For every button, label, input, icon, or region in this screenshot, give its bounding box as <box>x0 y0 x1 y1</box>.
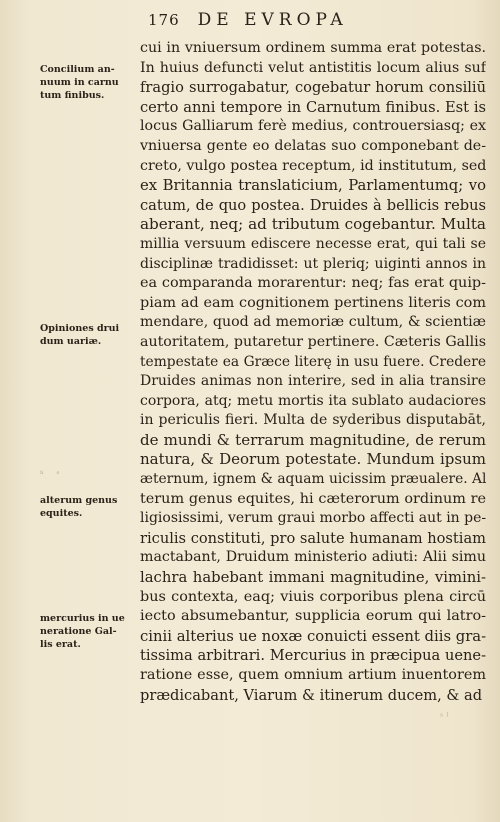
text-line: cinii alterius ue noxæ conuicti essent diis gra- <box>140 627 486 645</box>
running-header <box>148 10 488 30</box>
text-line: corpora, atq; metu mortis ita sublato audaciores <box>140 392 486 409</box>
margin-note-opiniones <box>40 322 142 348</box>
text-line: aberant, neq; ad tributum cogebantur. Multa <box>140 215 486 234</box>
text-line: prædicabant, Viarum & itinerum ducem, & ad <box>140 686 483 704</box>
text-line: autoritatem, putaretur pertinere. Cæteris Gallis <box>140 333 486 350</box>
text-line: fragio surrogabatur, cogebatur horum consiliū <box>140 79 486 97</box>
text-line: riculis constituti, pro salute humanam hostiam <box>140 529 486 547</box>
text-line: in periculis fieri. Multa de syderibus disputabāt, <box>140 412 486 429</box>
text-line: Druides animas non interire, sed in alia transire <box>140 373 486 390</box>
margin-note-line: lis erat. <box>40 639 81 650</box>
margin-note-concilium <box>40 63 142 102</box>
text-line: natura, & Deorum potestate. Mundum ipsum <box>140 450 486 469</box>
body-text <box>140 39 486 705</box>
page-number: 176 <box>148 11 180 29</box>
text-line: millia versuum ediscere necesse erat, qui tali se <box>140 235 486 252</box>
text-line: de mundi & terrarum magnitudine, de rerum <box>140 430 486 449</box>
margin-note-line: equites. <box>40 508 83 519</box>
margin-note-equites <box>40 494 142 520</box>
text-line: terum genus equites, hi cæterorum ordinum re <box>140 490 486 507</box>
text-line: certo anni tempore in Carnutum finibus. Est is <box>140 98 486 116</box>
text-line: tempestate ea Græce literę in usu fuere. Credere <box>140 353 486 370</box>
margin-note-line: neratione Gal- <box>40 626 117 637</box>
margin-note-line: Opiniones drui <box>40 323 120 334</box>
text-line: tissima arbitrari. Mercurius in præcipua uene- <box>140 647 486 665</box>
margin-note-line: tum finibus. <box>40 90 105 101</box>
show-through-marks: ʰ ˢ <box>40 470 61 480</box>
text-line: locus Galliarum ferè medius, controuersiasq; ex <box>140 118 486 135</box>
show-through-marks: ˢ ˡ <box>440 712 449 723</box>
running-title: DE EVROPA <box>197 10 348 30</box>
text-line: catum, de quo postea. Druides à bellicis rebus <box>140 196 486 214</box>
text-line: iecto absumebantur, supplicia eorum qui latro- <box>140 608 486 625</box>
margin-note-mercurius <box>40 612 142 651</box>
text-line: mendare, quod ad memoriæ cultum, & scientiæ <box>140 314 486 331</box>
text-line: ex Britannia translaticium, Parlamentumq; vo <box>140 177 486 195</box>
text-line: disciplinæ tradidisset: ut pleriq; uiginti annos in <box>140 255 486 272</box>
margin-note-line: mercurius in ue <box>40 613 125 624</box>
text-line: creto, vulgo postea receptum, id institutum, sed <box>140 157 486 174</box>
text-line: mactabant, Druidum ministerio adiuti: Alii simu <box>140 549 486 566</box>
text-line: cui in vniuersum ordinem summa erat potestas. <box>140 40 486 56</box>
text-line: bus contexta, eaq; viuis corporibus plena circū <box>140 588 486 605</box>
margin-note-line: dum uariæ. <box>40 336 102 347</box>
text-line: ea comparanda morarentur: neq; fas erat quip- <box>140 275 486 292</box>
text-line: ligiosissimi, verum graui morbo affecti aut in pe- <box>140 510 486 527</box>
margin-note-line: alterum genus <box>40 495 118 506</box>
text-line: vniuersa gente eo delatas suo componebant de- <box>140 137 486 154</box>
text-line: ratione esse, quem omnium artium inuentorem <box>140 667 486 683</box>
text-line: æternum, ignem & aquam uicissim præualere. Al <box>140 471 486 488</box>
text-line: piam ad eam cognitionem pertinens literis com <box>140 294 486 311</box>
margin-note-line: Concilium an- <box>40 64 115 75</box>
margin-note-line: nuum in carnu <box>40 77 119 88</box>
text-line: lachra habebant immani magnitudine, vimini- <box>140 569 486 587</box>
text-line: In huius defuncti velut antistitis locum alius suf <box>140 59 486 76</box>
